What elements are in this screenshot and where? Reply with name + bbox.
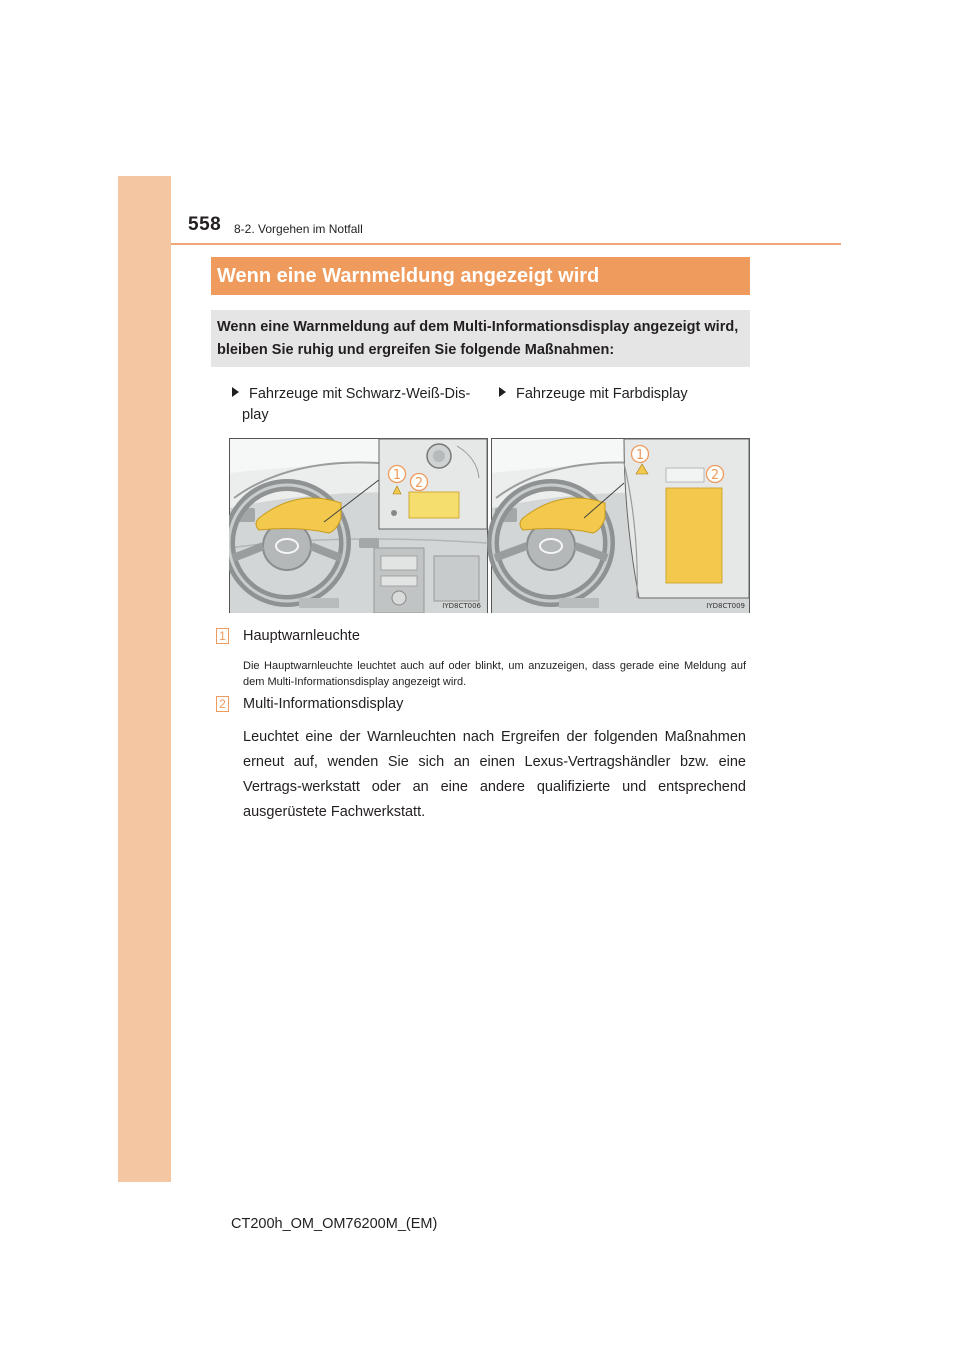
bw-display-figure	[229, 439, 488, 614]
triangle-bullet-icon	[232, 387, 239, 397]
triangle-bullet-icon	[499, 387, 506, 397]
body-paragraph: Leuchtet eine der Warnleuchten nach Ergreifen der folgenden Maßnahmen erneut auf, wenden Sie sich an einen Lexus-Vertragshändler bzw. eine Vertrags-werkstatt oder an eine andere qualifizierte und entsprechend ausgerüstete Fachwerkstatt.	[243, 729, 746, 820]
callout-1-label: 1	[392, 468, 402, 483]
item-label-1: Hauptwarnleuchte	[243, 628, 360, 644]
caption-color-text: Fahrzeuge mit Farbdisplay	[516, 386, 688, 402]
item-note-1: Die Hauptwarnleuchte leuchtet auch auf oder blinkt, um anzuzeigen, dass gerade eine Meldung auf dem Multi-Informationsdisplay angezeigt wird.	[243, 660, 746, 688]
item-label-2: Multi-Informationsdisplay	[243, 696, 404, 712]
intro-box: Wenn eine Warnmeldung auf dem Multi-Informationsdisplay angezeigt wird, bleiben Sie ruhig und ergreifen Sie folgende Maßnahmen:	[211, 310, 750, 367]
footer-code: CT200h_OM_OM76200M_(EM)	[231, 1216, 438, 1232]
item-number-1: 1	[216, 628, 229, 644]
caption-bw-line2: play	[242, 407, 269, 423]
caption-color-display	[499, 384, 749, 405]
item-multi-info-display	[216, 696, 403, 712]
page-number: 558	[188, 214, 222, 235]
color-display-figure	[492, 439, 750, 614]
item-main-warning-light	[216, 628, 360, 644]
dashboard-illustration	[229, 438, 750, 613]
figure-code-left: IYD8CT006	[442, 602, 481, 610]
callout-2-label-right: 2	[710, 468, 720, 483]
item-number-2: 2	[216, 696, 229, 712]
callout-1-label-right: 1	[635, 448, 645, 463]
chapter-sidebar	[118, 176, 171, 1182]
section-title: 8-2. Vorgehen im Notfall	[234, 222, 363, 236]
figure-code-right: IYD8CT009	[706, 602, 745, 610]
caption-bw-display	[232, 384, 487, 426]
callout-2-label: 2	[414, 476, 424, 491]
section-heading: Wenn eine Warnmeldung angezeigt wird	[211, 257, 750, 295]
header-divider	[171, 243, 841, 245]
caption-bw-line1: Fahrzeuge mit Schwarz-Weiß-Dis-	[249, 386, 471, 402]
